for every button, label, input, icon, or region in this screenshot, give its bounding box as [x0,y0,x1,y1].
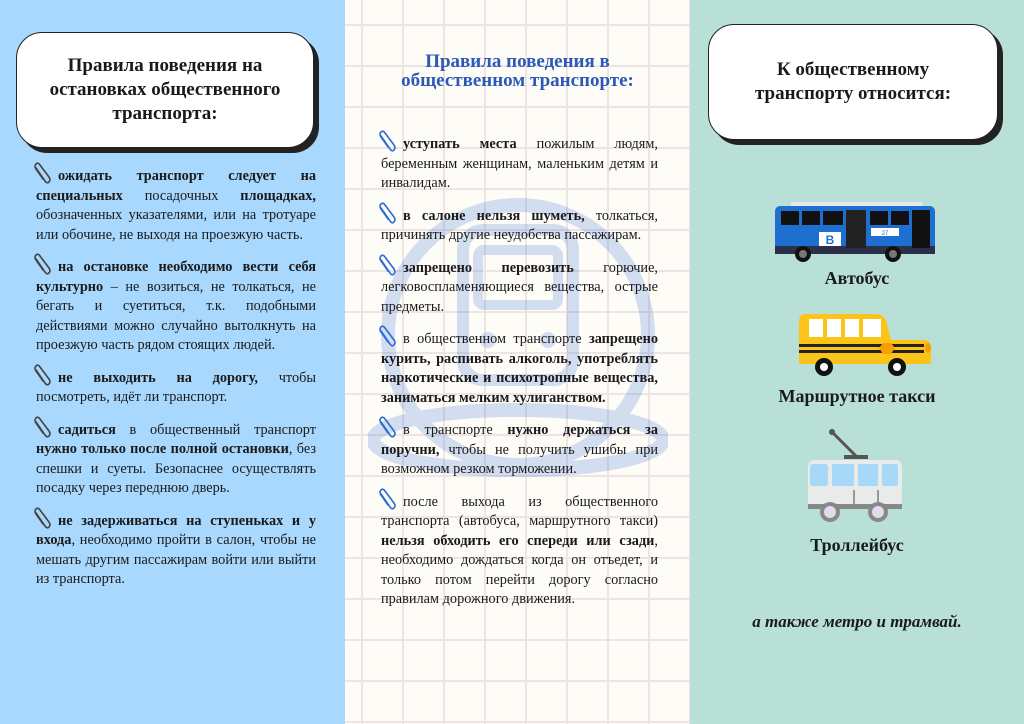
minibus-icon [797,310,937,376]
rule-item [36,253,316,356]
rule-item [381,130,658,194]
rule-text: чтобы не получить ушибы при возможном резком торможении. [381,441,658,477]
paperclip-icon [377,254,397,278]
left-rules-list [36,162,316,598]
rule-text: обозначенных указателями, или на тротуаре или обочине, не выходя на проезжую часть. [36,207,316,243]
rule-text: пожилым людям, беременным женщинам, маленьким детям и инвалидам. [381,136,658,191]
rule-bold-text: запрещено курить, распивать алкоголь, употреблять наркотические и психотропные вещества, заниматься мелким хулиганством. [381,331,658,406]
rule-item [36,162,316,245]
left-title: Правила поведения на остановках общественного транспорта: [49,55,281,124]
rule-item [381,202,658,246]
rule-text: чтобы посмотреть, идёт ли транспорт. [36,369,317,405]
left-title-box [16,32,314,148]
rule-bold-text: нужно только после полной остановки [36,441,289,457]
paperclip-icon [32,162,52,186]
right-title-box [708,24,998,140]
rule-item [381,416,658,480]
rule-text: горючие, легковоспламеняющиеся вещества, острые предметы. [381,259,658,315]
rule-bold-text: садиться [58,421,116,438]
bus-icon [773,200,941,262]
rule-text: в общественный транспорт [115,421,316,438]
rule-item [36,416,316,499]
rule-text: , необходимо пройти в салон, чтобы не мешать другим пассажирам войти или выйти из транспорта. [36,532,316,587]
rule-bold-text: нельзя обходить его спереди или сзади [381,532,655,549]
rule-text: , необходимо дождаться когда он отъедет, и только потом перейти дорогу согласно правилам дорожного движения. [381,532,658,607]
right-title: К общественному транспорту относится: [754,59,952,104]
also-metro-tram-note: а также метро и трамвай. [752,612,962,631]
rule-bold-text: не выходить на дорогу, [58,369,258,386]
rule-bold-text: на остановке необходимо вести себя культурно [36,259,316,295]
paperclip-icon [32,507,52,531]
minibus-label: Маршрутное такси [778,386,936,406]
svg-text:B: B [825,233,835,247]
paperclip-icon [377,488,397,512]
svg-text:27: 27 [881,231,889,237]
middle-title: Правила поведения в общественном транспорте: [401,51,634,91]
rule-item [381,325,658,408]
rule-bold-text: в салоне нельзя шуметь, [403,207,585,224]
paperclip-icon [377,202,397,226]
bus-label: Автобус [824,268,890,288]
rule-text: после выхода из общественного транспорта (автобуса, маршрутного такси) [381,493,658,529]
rule-item [381,488,658,610]
trolleybus-label: Троллейбус [810,535,904,555]
rule-item [36,364,316,408]
rule-bold-text: площадках, [240,187,316,204]
rule-text: – не возиться, не толкаться, не бегать и суетиться, т.к. подобными действиями можно случайно вытолкнуть на проезжую часть рядом стоящих людей. [36,278,316,353]
rule-bold-text: ожидать транспорт следует на специальных [36,168,316,204]
trolleybus-icon [806,428,906,524]
paperclip-icon [32,364,52,388]
middle-rules-list [381,130,658,618]
rule-item [36,507,316,590]
rule-text: в транспорте [403,422,508,438]
rule-bold-text: не задерживаться на ступеньках и у входа [36,512,316,548]
rule-bold-text: уступать места [403,136,517,152]
paperclip-icon [32,416,52,440]
rule-bold-text: запрещено перевозить [403,259,574,276]
rule-text: посадочных [122,187,241,204]
paperclip-icon [377,325,397,349]
paperclip-icon [377,130,397,154]
rule-item [381,254,658,318]
rule-text: в общественном транспорте [403,331,589,347]
paperclip-icon [32,253,52,277]
rule-text: , без спешки и суеты. Безопаснее осуществлять посадку через переднюю дверь. [36,441,316,496]
rule-text: толкаться, причинять другие неудобства пассажирам. [381,207,658,243]
paperclip-icon [377,416,397,440]
rule-bold-text: нужно держаться за поручни, [381,422,658,458]
